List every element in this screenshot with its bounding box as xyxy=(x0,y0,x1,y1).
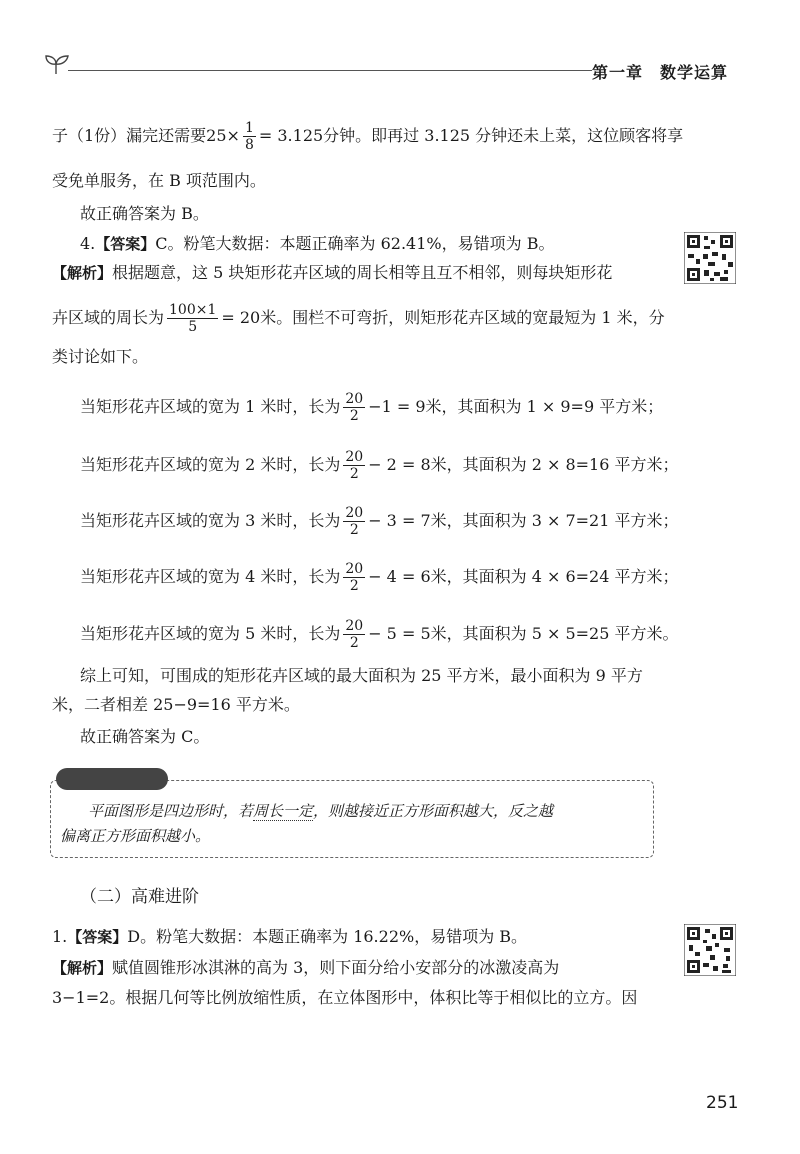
fraction-denominator: 2 xyxy=(349,635,359,651)
text-segment: − 3 = 7米，其面积为 3 × 7=21 平方米； xyxy=(368,511,679,530)
text-line: 故正确答案为 C。 xyxy=(80,727,210,746)
text-segment: 当矩形花卉区域的宽为 2 米时，长为 xyxy=(80,455,341,474)
fraction-numerator: 20 xyxy=(345,505,364,521)
qr-code-icon xyxy=(684,924,736,976)
fraction-numerator: 20 xyxy=(345,391,364,407)
tip-line xyxy=(88,801,553,821)
analysis-line xyxy=(52,262,612,284)
text-segment: − 5 = 5米，其面积为 5 × 5=25 平方米。 xyxy=(368,624,679,643)
text-line: 故正确答案为 B。 xyxy=(80,204,209,223)
analysis-text: 根据题意，这 5 块矩形花卉区域的周长相等且互不相邻，则每块矩形花 xyxy=(112,263,613,282)
analysis-tag: 【解析】 xyxy=(52,264,113,282)
fraction xyxy=(343,618,365,651)
fraction-denominator: 2 xyxy=(349,408,359,424)
analysis-text: 赋值圆锥形冰淇淋的高为 3，则下面分给小安部分的冰激凌高为 xyxy=(112,958,560,977)
fraction-denominator: 5 xyxy=(188,319,198,335)
fraction-denominator: 2 xyxy=(349,466,359,482)
fraction-denominator: 2 xyxy=(349,522,359,538)
fraction xyxy=(243,120,256,153)
answer-tag: 【答案】 xyxy=(95,235,156,253)
qr-code-icon xyxy=(684,232,736,284)
case-line xyxy=(80,449,679,482)
page-number: 251 xyxy=(706,1093,739,1113)
answer-line xyxy=(80,233,554,255)
case-line xyxy=(80,561,679,594)
fraction-numerator: 20 xyxy=(345,449,364,465)
text-line xyxy=(52,120,683,153)
question-number: 1. xyxy=(52,927,68,946)
text-segment: 当矩形花卉区域的宽为 3 米时，长为 xyxy=(80,511,341,530)
text-segment: 当矩形花卉区域的宽为 1 米时，长为 xyxy=(80,397,341,416)
answer-line xyxy=(52,926,527,948)
case-line xyxy=(80,505,679,538)
fraction-numerator: 20 xyxy=(345,561,364,577)
tip-badge xyxy=(56,768,168,790)
fraction-denominator: 2 xyxy=(349,578,359,594)
page-header xyxy=(40,50,740,90)
text-segment: 当矩形花卉区域的宽为 4 米时，长为 xyxy=(80,567,341,586)
case-line xyxy=(80,618,679,651)
section-title: （二）高难进阶 xyxy=(80,887,199,907)
fraction xyxy=(343,561,365,594)
answer-tag: 【答案】 xyxy=(67,928,128,946)
text-segment: 子（1份）漏完还需要25× xyxy=(52,126,240,145)
text-segment: − 2 = 8米，其面积为 2 × 8=16 平方米； xyxy=(368,455,679,474)
fraction xyxy=(167,302,218,335)
text-segment: 卉区域的周长为 xyxy=(52,308,165,327)
text-segment: 平面图形是四边形时，若 xyxy=(88,802,254,820)
text-line xyxy=(52,302,665,335)
analysis-line xyxy=(52,957,559,979)
fraction xyxy=(343,391,365,424)
fraction xyxy=(343,449,365,482)
text-line: 受免单服务，在 B 项范围内。 xyxy=(52,171,266,190)
sprout-leaf-icon xyxy=(44,54,70,76)
fraction xyxy=(343,505,365,538)
case-line xyxy=(80,391,663,424)
tip-emphasis: 周长一定 xyxy=(253,802,314,820)
answer-text: D。粉笔大数据：本题正确率为 16.22%，易错项为 B。 xyxy=(127,927,528,946)
text-line: 综上可知，可围成的矩形花卉区域的最大面积为 25 平方米，最小面积为 9 平方 xyxy=(80,666,643,685)
text-segment: − 4 = 6米，其面积为 4 × 6=24 平方米； xyxy=(368,567,679,586)
fraction-denominator: 8 xyxy=(244,137,254,153)
text-segment: = 3.125分钟。即再过 3.125 分钟还未上菜，这位顾客将享 xyxy=(258,126,684,145)
chapter-title: 第一章 数学运算 xyxy=(591,63,728,82)
header-rule xyxy=(68,70,592,71)
text-segment: −1 = 9米，其面积为 1 × 9=9 平方米； xyxy=(368,397,664,416)
text-segment: 当矩形花卉区域的宽为 5 米时，长为 xyxy=(80,624,341,643)
tip-line: 偏离正方形面积越小。 xyxy=(60,827,211,845)
text-line: 3−1=2。根据几何等比例放缩性质，在立体图形中，体积比等于相似比的立方。因 xyxy=(52,988,638,1007)
fraction-numerator: 20 xyxy=(345,618,364,634)
text-segment: = 20米。围栏不可弯折，则矩形花卉区域的宽最短为 1 米，分 xyxy=(221,308,665,327)
analysis-tag: 【解析】 xyxy=(52,959,113,977)
answer-text: C。粉笔大数据：本题正确率为 62.41%，易错项为 B。 xyxy=(155,234,555,253)
fraction-numerator: 100×1 xyxy=(169,302,217,318)
text-line: 米，二者相差 25−9=16 平方米。 xyxy=(52,695,300,714)
text-segment: ，则越接近正方形面积越大，反之越 xyxy=(313,802,554,820)
fraction-numerator: 1 xyxy=(244,120,254,136)
question-number: 4. xyxy=(80,234,96,253)
text-line: 类讨论如下。 xyxy=(52,347,149,366)
